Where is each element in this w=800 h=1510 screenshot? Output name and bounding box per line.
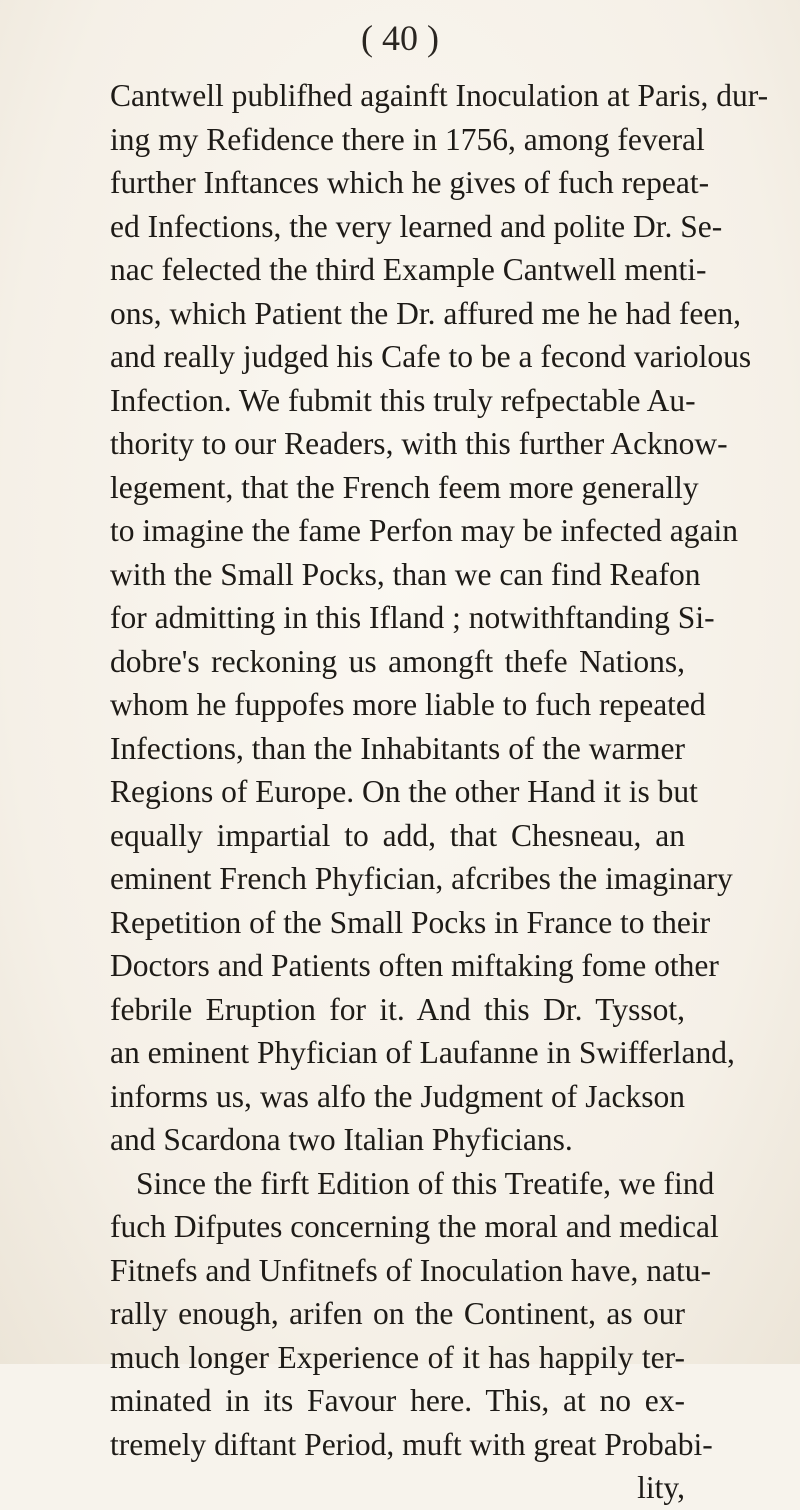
text-line: equally impartial to add, that Chesneau, an — [110, 817, 685, 853]
text-line: and Scardona two Italian Phyficians. — [110, 1122, 573, 1157]
text-line: Cantwell publifhed againft Inoculation at Paris, dur- — [110, 78, 769, 113]
text-line: Infection. We fubmit this truly refpectable Au- — [110, 382, 696, 418]
catchword: lity, — [637, 1470, 685, 1505]
text-line: for admitting in this Ifland ; notwithftanding Si- — [110, 600, 715, 635]
text-line: Repetition of the Small Pocks in France to their — [110, 904, 711, 940]
text-line: Fitnefs and Unfitnefs of Inoculation have, natu- — [110, 1252, 711, 1288]
text-line: informs us, was alfo the Judgment of Jackson — [110, 1078, 685, 1114]
text-line: Regions of Europe. On the other Hand it is but — [110, 774, 698, 809]
text-line: ons, which Patient the Dr. affured me he had feen, — [110, 295, 741, 331]
text-line: ing my Refidence there in 1756, among feveral — [110, 121, 705, 157]
text-line: with the Small Pocks, than we can find Reafon — [110, 556, 701, 592]
text-line: rally enough, arifen on the Continent, as our — [110, 1296, 685, 1331]
text-line: eminent French Phyfician, afcribes the imaginary — [110, 861, 733, 896]
text-line: Doctors and Patients often miftaking fome other — [110, 948, 719, 983]
text-line: much longer Experience of it has happily ter- — [110, 1339, 685, 1375]
text-line: legement, that the French feem more generally — [110, 469, 699, 505]
text-line: minated in its Favour here. This, at no ex- — [110, 1383, 685, 1418]
text-line: tremely diftant Period, muft with great Probabi- — [110, 1426, 713, 1462]
text-line: nac felected the third Example Cantwell menti- — [110, 252, 707, 287]
body-text — [110, 74, 769, 1510]
text-line: an eminent Phyfician of Laufanne in Swifferland, — [110, 1035, 735, 1070]
text-line: Infections, than the Inhabitants of the warmer — [110, 730, 685, 766]
text-line: thority to our Readers, with this further Acknow- — [110, 426, 728, 461]
text-line: whom he fuppofes more liable to fuch repeated — [110, 687, 706, 722]
text-line: further Inftances which he gives of fuch repeat- — [110, 165, 710, 200]
text-line: Since the firft Edition of this Treatife, we find — [136, 1165, 715, 1201]
text-line: febrile Eruption for it. And this Dr. Tyssot, — [110, 991, 685, 1027]
text-line: and really judged his Cafe to be a fecond variolous — [110, 339, 752, 374]
text-line: dobre's reckoning us amongft thefe Nations, — [110, 643, 685, 679]
text-line: fuch Difputes concerning the moral and medical — [110, 1209, 719, 1244]
page-number: ( 40 ) — [361, 18, 439, 58]
text-line: ed Infections, the very learned and polite Dr. Se- — [110, 208, 723, 244]
text-line: to imagine the fame Perfon may be infected again — [110, 513, 739, 548]
